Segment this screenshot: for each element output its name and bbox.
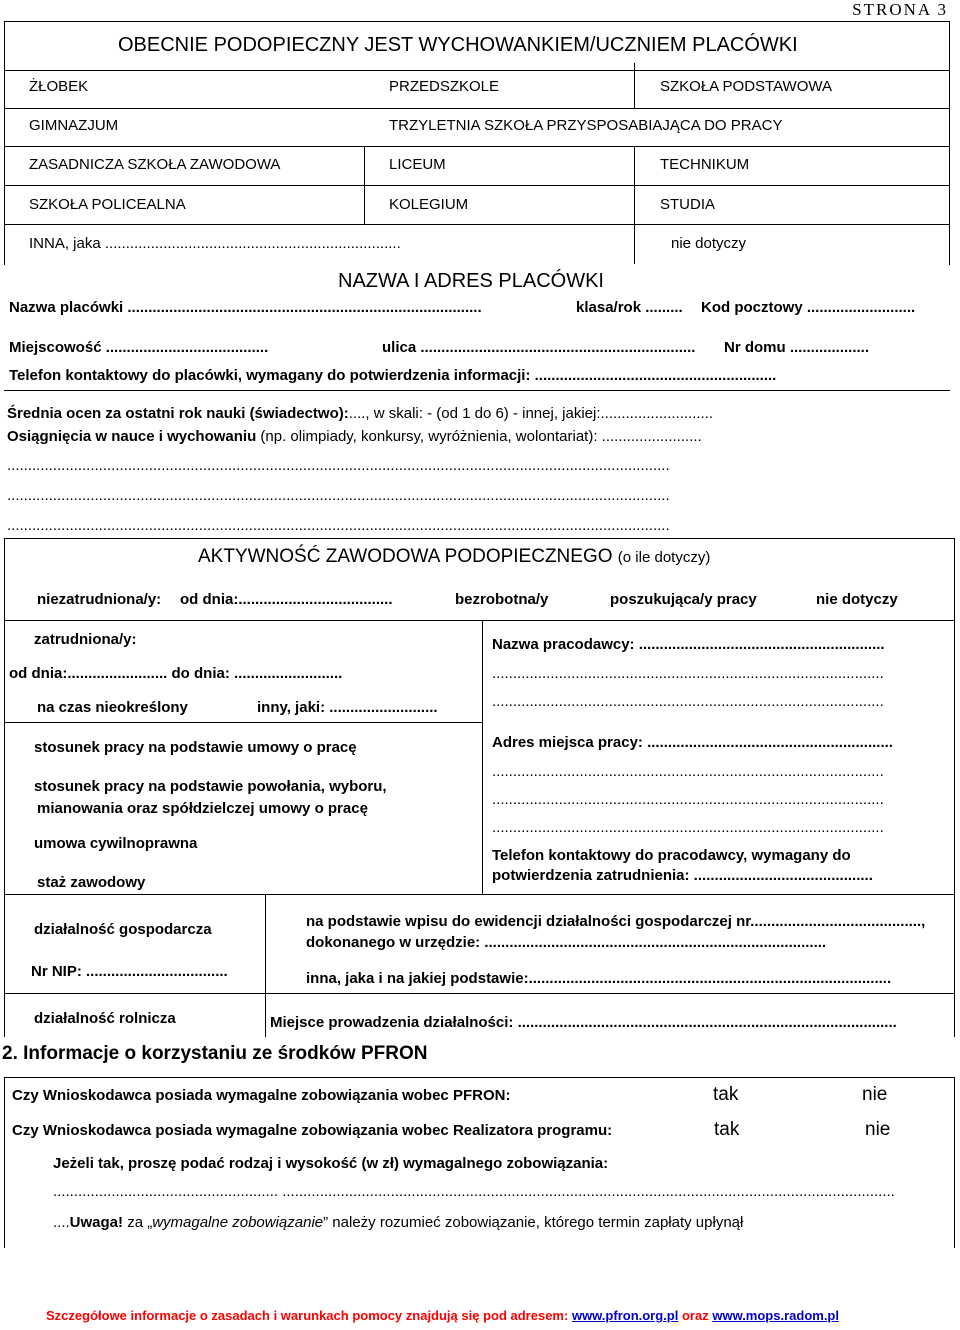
employer-name-field[interactable]: Nazwa pracodawcy: ........................................................... — [492, 636, 885, 653]
agricultural-activity-option[interactable]: działalność rolnicza — [34, 1010, 176, 1027]
postal-code-field[interactable]: Kod pocztowy .......................... — [701, 299, 916, 316]
employed-option[interactable]: zatrudniona/y: — [34, 631, 137, 648]
option-high-school[interactable]: LICEUM — [389, 156, 446, 173]
footer — [46, 1308, 839, 1323]
option-college[interactable]: KOLEGIUM — [389, 196, 469, 213]
pfron-obligations-question: Czy Wnioskodawca posiada wymagalne zobowiązania wobec PFRON: — [12, 1087, 511, 1104]
option-not-applicable[interactable]: nie dotyczy — [671, 235, 747, 252]
jobless-option[interactable]: bezrobotna/y — [455, 591, 549, 608]
city-field[interactable]: Miejscowość ....................................... — [9, 339, 269, 356]
institution-phone-field[interactable]: Telefon kontaktowy do placówki, wymagany do potwierdzenia informacji: .......................................................... — [9, 367, 777, 384]
warning-note: ....Uwaga! za „wymagalne zobowiązanie” należy rozumieć zobowiązanie, którego termin zapłaty upłynął — [53, 1214, 744, 1231]
street-field[interactable]: ulica .................................................................. — [382, 339, 696, 356]
option-technical-school[interactable]: TECHNIKUM — [660, 156, 750, 173]
workplace-address-line-3[interactable]: .............................................................................................. — [492, 791, 884, 808]
registry-number-field[interactable]: na podstawie wpisu do ewidencji działalności gospodarczej nr........................................., — [306, 913, 926, 930]
achievements-line-3[interactable]: ............................................................................................................................................................... — [7, 517, 670, 534]
internship-option[interactable]: staż zawodowy — [37, 874, 146, 891]
civil-contract-option[interactable]: umowa cywilnoprawna — [34, 835, 198, 852]
appointment-employment-text-2: mianowania oraz spółdzielczej umowy o pracę — [37, 800, 368, 817]
section-2-heading: 2. Informacje o korzystaniu ze środków PFRON — [2, 1043, 428, 1064]
obligation-details-field[interactable]: ...................................................... ................................................................................................................................................... — [53, 1183, 895, 1200]
address-heading: NAZWA I ADRES PLACÓWKI — [338, 270, 604, 292]
employment-heading: AKTYWNOŚĆ ZAWODOWA PODOPIECZNEGO (o ile dotyczy) — [198, 546, 711, 567]
page-number: STRONA 3 — [852, 0, 948, 19]
appointment-employment-option[interactable]: stosunek pracy na podstawie powołania, wyboru, — [34, 778, 387, 795]
option-other-school[interactable]: INNA, jaka ....................................................................... — [29, 235, 401, 252]
option-university[interactable]: STUDIA — [660, 196, 716, 213]
realizator-obligations-question: Czy Wnioskodawca posiada wymagalne zobowiązania wobec Realizatora programu: — [12, 1122, 613, 1139]
place-of-business-field[interactable]: Miejsce prowadzenia działalności: ........................................................................................... — [270, 1014, 897, 1031]
job-seeking-option[interactable]: poszukująca/y pracy — [610, 591, 757, 608]
employer-name-line-2[interactable]: .............................................................................................. — [492, 665, 884, 682]
option-middle-school[interactable]: GIMNAZJUM — [29, 117, 119, 134]
employment-not-applicable-option[interactable]: nie dotyczy — [816, 591, 898, 608]
option-basic-vocational[interactable]: ZASADNICZA SZKOŁA ZAWODOWA — [29, 156, 281, 173]
workplace-address-line-4[interactable]: .............................................................................................. — [492, 819, 884, 836]
contract-employment-option[interactable]: stosunek pracy na podstawie umowy o pracę — [34, 739, 357, 756]
employment-period-field[interactable]: od dnia:........................ do dnia: .......................... — [9, 665, 343, 682]
workplace-address-line-2[interactable]: .............................................................................................. — [492, 763, 884, 780]
institution-name-field[interactable]: Nazwa placówki ..................................................................................... — [9, 299, 482, 316]
registry-office-field[interactable]: dokonanego w urzędzie: .................................................................................. — [306, 934, 827, 951]
employer-phone-field[interactable]: potwierdzenia zatrudnienia: ........................................... — [492, 867, 873, 884]
pfron-yes-option[interactable]: tak — [713, 1084, 739, 1105]
grade-average-field[interactable]: Średnia ocen za ostatni rok nauki (świadectwo):...., w skali: - (od 1 do 6) - innej, jakiej:........................... — [7, 405, 714, 422]
option-preschool[interactable]: PRZEDSZKOLE — [389, 78, 500, 95]
option-vocational-prep-school[interactable]: TRZYLETNIA SZKOŁA PRZYSPOSABIAJĄCA DO PRACY — [389, 117, 783, 134]
mops-link[interactable]: www.mops.radom.pl — [712, 1308, 839, 1323]
class-year-field[interactable]: klasa/rok ......... — [576, 299, 683, 316]
nip-field[interactable]: Nr NIP: .................................. — [31, 963, 228, 980]
realizator-no-option[interactable]: nie — [865, 1119, 891, 1140]
achievements-line-2[interactable]: ............................................................................................................................................................... — [7, 487, 670, 504]
school-heading: OBECNIE PODOPIECZNY JEST WYCHOWANKIEM/UCZNIEM PLACÓWKI — [118, 34, 798, 56]
unemployed-option[interactable]: niezatrudniona/y: — [37, 591, 162, 608]
house-number-field[interactable]: Nr domu ................... — [724, 339, 870, 356]
employer-name-line-3[interactable]: .............................................................................................. — [492, 693, 884, 710]
unemployed-since-field[interactable]: od dnia:..................................... — [180, 591, 393, 608]
achievements-line-1[interactable]: ............................................................................................................................................................... — [7, 457, 670, 474]
footer-text: Szczegółowe informacje o zasadach i warunkach pomocy znajdują się pod adresem: — [46, 1308, 569, 1323]
workplace-address-field[interactable]: Adres miejsca pracy: ........................................................... — [492, 734, 893, 751]
option-post-secondary[interactable]: SZKOŁA POLICEALNA — [29, 196, 186, 213]
pfron-no-option[interactable]: nie — [862, 1084, 888, 1105]
indefinite-term-option[interactable]: na czas nieokreślony — [37, 699, 188, 716]
business-activity-option[interactable]: działalność gospodarcza — [34, 921, 212, 938]
realizator-yes-option[interactable]: tak — [714, 1119, 740, 1140]
option-nursery[interactable]: ŻŁOBEK — [29, 78, 89, 95]
obligation-details-label: Jeżeli tak, proszę podać rodzaj i wysokość (w zł) wymagalnego zobowiązania: — [53, 1155, 609, 1172]
pfron-link[interactable]: www.pfron.org.pl — [571, 1308, 679, 1323]
achievements-field[interactable]: Osiągnięcia w nauce i wychowaniu (np. olimpiady, konkursy, wyróżnienia, wolontariat): ........................ — [7, 428, 702, 445]
footer-conjunction: oraz — [681, 1308, 709, 1323]
other-basis-field[interactable]: inna, jaka i na jakiej podstawie:....................................................................................... — [306, 970, 892, 987]
other-term-field[interactable]: inny, jaki: .......................... — [257, 699, 438, 716]
employer-phone-label: Telefon kontaktowy do pracodawcy, wymagany do — [492, 847, 851, 864]
option-primary-school[interactable]: SZKOŁA PODSTAWOWA — [660, 78, 832, 95]
